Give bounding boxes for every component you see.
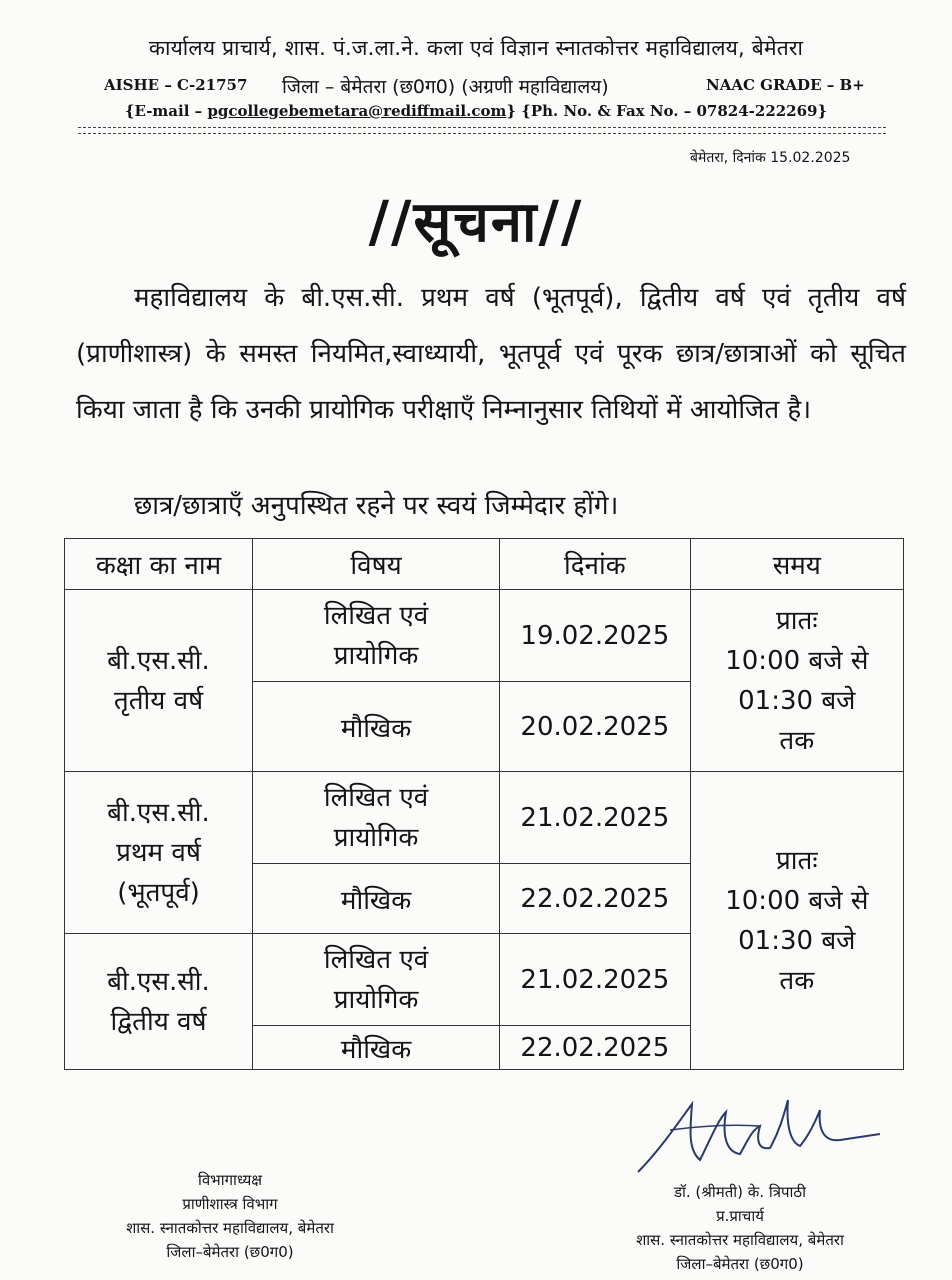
time-text: प्रातः: [776, 845, 818, 876]
aishe-code: AISHE – C-21757: [104, 76, 248, 94]
notice-date: बेमेतरा, दिनांक 15.02.2025: [690, 150, 851, 166]
hod-college: शास. स्नातकोत्तर महाविद्यालय, बेमेतरा: [126, 1219, 334, 1237]
subject-cell: [253, 590, 500, 682]
class-year: प्रथम वर्ष: [116, 837, 201, 868]
email-address: pgcollegebemetara@rediffmail.com: [207, 102, 507, 120]
time-text: तक: [779, 725, 815, 756]
class-name: बी.एस.सी.: [107, 966, 210, 997]
date-cell: 21.02.2025: [500, 934, 691, 1026]
time-cell: [690, 590, 903, 772]
subject-cell: [253, 772, 500, 864]
table-row: [65, 590, 904, 682]
principal-name: डॉ. (श्रीमती) के. त्रिपाठी: [673, 1183, 807, 1201]
table-row: [65, 772, 904, 864]
naac-grade: NAAC GRADE – B+: [706, 76, 865, 94]
subject-text: लिखित एवं: [323, 944, 429, 975]
class-cell: [65, 772, 253, 934]
contact-line: [0, 102, 952, 120]
principal-signature: [630, 1090, 890, 1180]
subject-text: प्रायोगिक: [333, 822, 419, 853]
date-cell: 20.02.2025: [500, 682, 691, 772]
subject-text: लिखित एवं: [323, 782, 429, 813]
class-note: (भूतपूर्व): [117, 877, 200, 908]
header-subject: विषय: [253, 539, 500, 590]
time-text: प्रातः: [776, 605, 818, 636]
class-name: बी.एस.सी.: [107, 797, 210, 828]
date-cell: 21.02.2025: [500, 772, 691, 864]
subject-text: प्रायोगिक: [333, 640, 419, 671]
hod-signature-block: [60, 1168, 400, 1264]
office-heading: कार्यालय प्राचार्य, शास. पं.ज.ला.ने. कला एवं विज्ञान स्नातकोत्तर महाविद्यालय, बेमेतरा: [148, 36, 804, 60]
exam-schedule-table: [64, 538, 904, 1070]
class-cell: [65, 590, 253, 772]
email-label: {E-mail –: [124, 102, 208, 120]
time-text: 01:30 बजे: [738, 685, 856, 716]
class-cell: [65, 934, 253, 1070]
hod-department: प्राणीशास्त्र विभाग: [182, 1195, 278, 1213]
principal-college: शास. स्नातकोत्तर महाविद्यालय, बेमेतरा: [636, 1231, 844, 1249]
hod-title: विभागाध्यक्ष: [197, 1171, 263, 1189]
header-date: दिनांक: [500, 539, 691, 590]
principal-title: प्र.प्राचार्य: [716, 1207, 764, 1225]
notice-title: //सूचना//: [368, 190, 584, 255]
subject-cell: मौखिक: [253, 1026, 500, 1070]
date-cell: 22.02.2025: [500, 864, 691, 934]
time-text: 01:30 बजे: [738, 925, 856, 956]
principal-district: जिला–बेमेतरा (छ0ग0): [676, 1255, 804, 1273]
table-header-row: [65, 539, 904, 590]
header-class: कक्षा का नाम: [65, 539, 253, 590]
phone-fax: } {Ph. No. & Fax No. – 07824-222269}: [506, 102, 828, 120]
principal-signature-block: [560, 1180, 920, 1276]
time-text: 10:00 बजे से: [725, 645, 869, 676]
header-time: समय: [690, 539, 903, 590]
class-year: तृतीय वर्ष: [113, 685, 204, 716]
time-text: तक: [779, 965, 815, 996]
header-rule-top: [78, 127, 886, 128]
district-line: जिला – बेमेतरा (छ0ग0) (अग्रणी महाविद्यालय): [282, 76, 609, 98]
time-text: 10:00 बजे से: [725, 885, 869, 916]
subject-cell: [253, 934, 500, 1026]
hod-district: जिला–बेमेतरा (छ0ग0): [166, 1243, 294, 1261]
class-year: द्वितीय वर्ष: [110, 1006, 207, 1037]
subject-cell: मौखिक: [253, 864, 500, 934]
notice-paragraph: महाविद्यालय के बी.एस.सी. प्रथम वर्ष (भूतपूर्व), द्वितीय वर्ष एवं तृतीय वर्ष (प्राणीशास्त्र) के समस्त नियमित,स्वाध्यायी, भूतपूर्व एवं पूरक छात्र/छात्राओं को सूचित किया जाता है कि उनकी प्रायोगिक परीक्षाएँ निम्नानुसार तिथियों में आयोजित है।: [76, 283, 906, 425]
date-cell: 22.02.2025: [500, 1026, 691, 1070]
subject-cell: मौखिक: [253, 682, 500, 772]
class-name: बी.एस.सी.: [107, 645, 210, 676]
date-cell: 19.02.2025: [500, 590, 691, 682]
time-cell: [690, 772, 903, 1070]
header-rule-bottom: [78, 133, 886, 134]
responsibility-note: छात्र/छात्राएँ अनुपस्थित रहने पर स्वयं जिम्मेदार होंगे।: [134, 491, 619, 521]
subject-text: लिखित एवं: [323, 600, 429, 631]
subject-text: प्रायोगिक: [333, 984, 419, 1015]
